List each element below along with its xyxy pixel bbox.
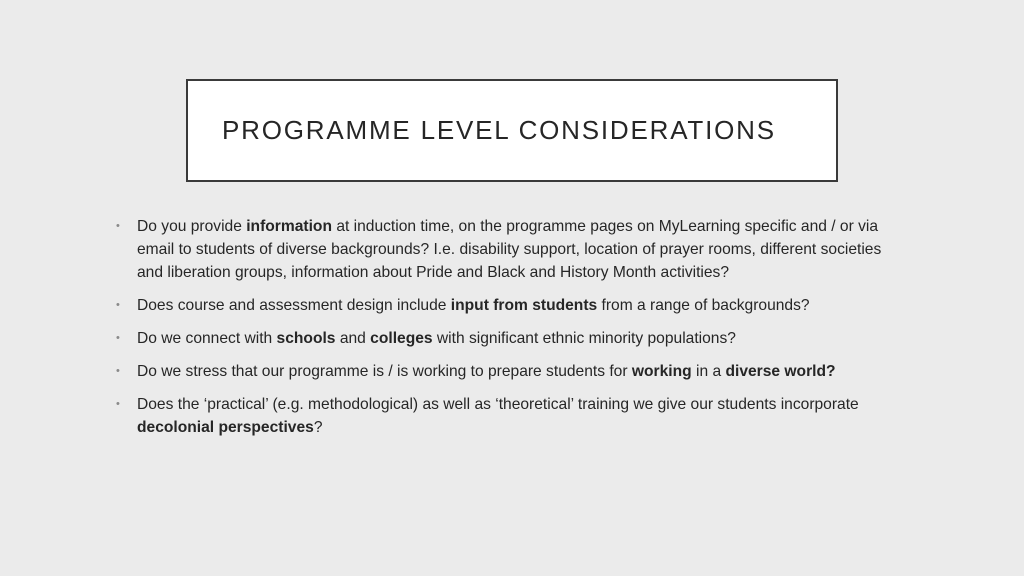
bullet-dot-icon: • <box>116 365 120 377</box>
bullet-text: Do you provide <box>137 218 247 235</box>
bullet-item <box>116 393 906 439</box>
bullet-item <box>116 327 906 350</box>
bullet-emphasis: decolonial perspectives <box>137 419 314 436</box>
bullet-item <box>116 294 906 317</box>
bullet-text: Does course and assessment design include <box>137 297 451 314</box>
bullet-text: Does the ‘practical’ (e.g. methodological) as well as ‘theoretical’ training we give our students incorporate <box>137 396 859 413</box>
bullet-dot-icon: • <box>116 398 120 410</box>
bullet-emphasis: input from students <box>450 297 598 314</box>
bullet-dot-icon: • <box>116 332 120 344</box>
bullet-dot-icon: • <box>116 299 120 311</box>
title-box <box>186 79 838 182</box>
bullet-text: and <box>335 330 371 347</box>
bullet-text: with significant ethnic minority populations? <box>432 330 736 347</box>
bullet-text: ? <box>313 419 323 436</box>
bullet-emphasis: information <box>246 218 332 235</box>
page-title: PROGRAMME LEVEL CONSIDERATIONS <box>222 115 776 145</box>
bullet-text: Do we connect with <box>137 330 277 347</box>
bullet-emphasis: diverse world? <box>725 363 836 380</box>
bullet-list <box>116 215 906 449</box>
bullet-item <box>116 215 906 284</box>
bullet-item <box>116 360 906 383</box>
bullet-text: in a <box>691 363 726 380</box>
bullet-text: at induction time, on the programme pages on MyLearning specific and / or via email to students of diverse backgrounds? I.e. disability support, location of prayer rooms, different societies and liberation groups, information about Pride and Black and History Month activities? <box>137 218 882 281</box>
bullet-text: from a range of backgrounds? <box>597 297 810 314</box>
bullet-emphasis: working <box>631 363 692 380</box>
bullet-emphasis: colleges <box>370 330 433 347</box>
bullet-emphasis: schools <box>276 330 336 347</box>
bullet-text: Do we stress that our programme is / is working to prepare students for <box>137 363 632 380</box>
bullet-dot-icon: • <box>116 220 120 232</box>
